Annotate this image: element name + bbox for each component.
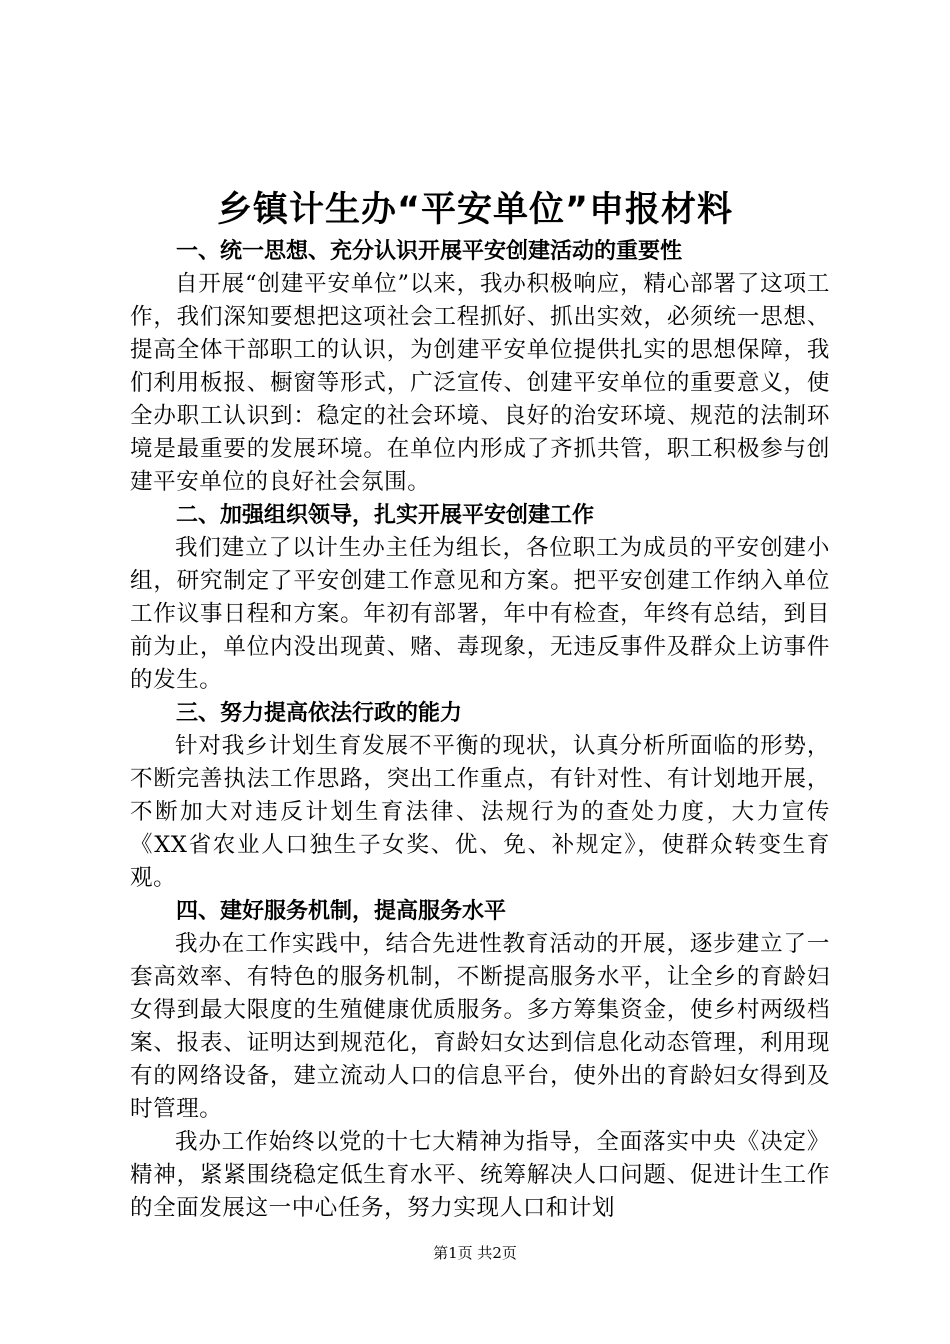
section-heading-2: 二、加强组织领导，扎实开展平安创建工作 bbox=[176, 503, 595, 528]
page-number-footer: 第1页 共2页 bbox=[433, 1244, 517, 1262]
section-1-paragraph-1: 自开展“创建平安单位”以来，我办积极响应，精心部署了这项工作，我们深知要想把这项社会工程抓好、抓出实效，必须统一思想、提高全体干部职工的认识，为创建平安单位提供扎实的思想保障，我们利用板报、橱窗等形式，广泛宣传、创建平安单位的重要意义，使全办职工认识到：稳定的社会环境、良好的治安环境、规范的法制环境是最重要的发展环境。在单位内形成了齐抓共管，职工积极参与创建平安单位的良好社会氛围。 bbox=[130, 271, 830, 495]
section-2-paragraph-1: 我们建立了以计生办主任为组长，各位职工为成员的平安创建小组，研究制定了平安创建工作意见和方案。把平安创建工作纳入单位工作议事日程和方案。年初有部署，年中有检查，年终有总结，到目前为止，单位内没出现黄、赌、毒现象，无违反事件及群众上访事件的发生。 bbox=[130, 535, 830, 693]
section-4-paragraph-1: 我办在工作实践中，结合先进性教育活动的开展，逐步建立了一套高效率、有特色的服务机制，不断提高服务水平，让全乡的育龄妇女得到最大限度的生殖健康优质服务。多方筹集资金，使乡村两级档案、报表、证明达到规范化，育龄妇女达到信息化动态管理，利用现有的网络设备，建立流动人口的信息平台，使外出的育龄妇女得到及时管理。 bbox=[130, 931, 830, 1122]
document-title: 乡镇计生办“平安单位”申报材料 bbox=[216, 190, 733, 230]
section-heading-3: 三、努力提高依法行政的能力 bbox=[176, 701, 463, 726]
section-heading-1: 一、统一思想、充分认识开展平安创建活动的重要性 bbox=[176, 239, 683, 264]
section-heading-4: 四、建好服务机制，提高服务水平 bbox=[176, 899, 507, 924]
document-body bbox=[130, 235, 830, 1225]
section-4-paragraph-2: 我办工作始终以党的十七大精神为指导，全面落实中央《决定》精神，紧紧围绕稳定低生育水平、统筹解决人口问题、促进计生工作的全面发展这一中心任务，努力实现人口和计划 bbox=[130, 1129, 830, 1221]
section-3-paragraph-1: 针对我乡计划生育发展不平衡的现状，认真分析所面临的形势，不断完善执法工作思路，突出工作重点，有针对性、有计划地开展，不断加大对违反计划生育法律、法规行为的查处力度，大力宣传《XX省农业人口独生子女奖、优、免、补规定》，使群众转变生育观。 bbox=[130, 733, 830, 891]
